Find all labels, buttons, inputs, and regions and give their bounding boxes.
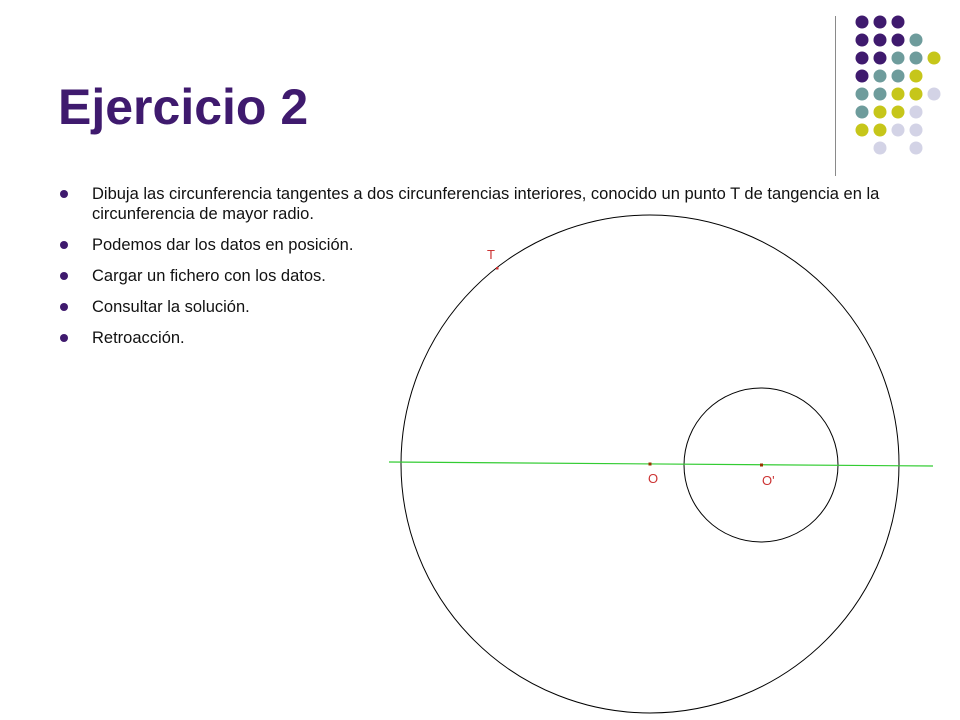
bullet-text: Retroacción.: [92, 329, 185, 347]
bullet-text: Podemos dar los datos en posición.: [92, 236, 354, 254]
point-o-prime-label: O': [762, 473, 775, 488]
slide-title: Ejercicio 2: [58, 79, 309, 135]
bullet-text: Consultar la solución.: [92, 298, 250, 316]
point-t-label: T: [487, 247, 495, 262]
point-t-marker[interactable]: [496, 267, 499, 270]
bullet-text: Dibuja las circunferencia tangentes a dos circunferencias interiores, conocido un punto T de tangencia en la circunferencia de mayor radio.: [92, 185, 880, 223]
point-o-label: O: [648, 471, 659, 486]
point-o-marker[interactable]: [649, 463, 652, 466]
center-line[interactable]: [389, 462, 933, 466]
bullet-text: Cargar un fichero con los datos.: [92, 267, 326, 285]
point-o-prime-marker[interactable]: [760, 464, 763, 467]
